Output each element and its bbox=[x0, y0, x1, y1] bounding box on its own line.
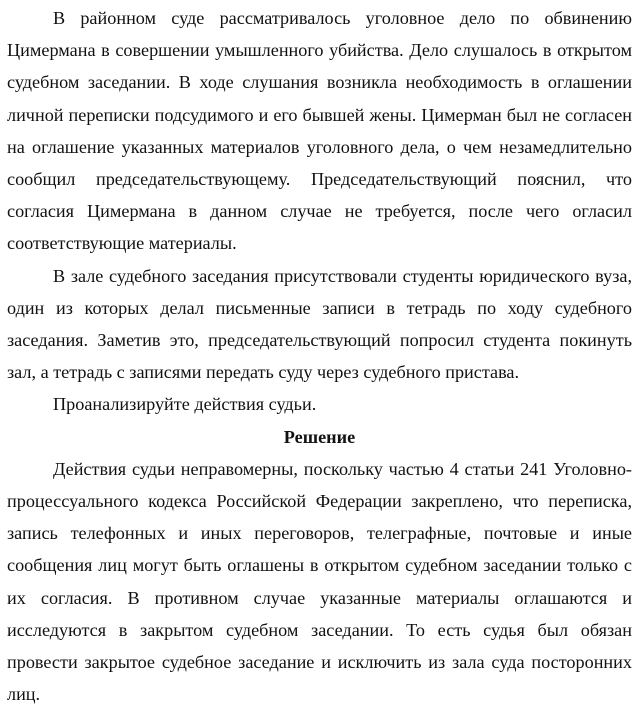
solution-text: Действия судьи неправомерны, поскольку частью 4 статьи 241 Уголовно-процессуального кодекса Российской Федерации закреплено, что переписка, запись телефонных и иных переговоров, телеграфные, почтовые и иные сообщения лиц могут быть оглашены в открытом судебном заседании только с их согласия. В противном случае указанные материалы оглашаются и исследуются в закрытом судебном заседании. То есть судья был обязан провести закрытое судебное заседание и исключить из зала суда посторонних лиц. bbox=[7, 458, 632, 705]
case-paragraph-1: В районном суде рассматривалось уголовное дело по обвинению Цимермана в совершении умышленного убийства. Дело слушалось в открытом судебном заседании. В ходе слушания возникла необходимость в оглашении личной переписки подсудимого и его бывшей жены. Цимерман был не согласен на оглашение указанных материалов уголовного дела, о чем незамедлительно сообщил председательствующему. Председательствующий пояснил, что согласия Цимермана в данном случае не требуется, после чего огласил соответствующие материалы. bbox=[7, 8, 632, 254]
task-text: Проанализируйте действия судьи. bbox=[53, 394, 317, 415]
solution-heading: Решение bbox=[283, 426, 356, 447]
case-paragraph-2: В зале судебного заседания присутствовали студенты юридического вуза, один из которых делал письменные записи в тетрадь по ходу судебного заседания. Заметив это, председательствующий попросил студента покинуть зал, а тетрадь с записями передать суду через судебного пристава. bbox=[7, 265, 632, 383]
